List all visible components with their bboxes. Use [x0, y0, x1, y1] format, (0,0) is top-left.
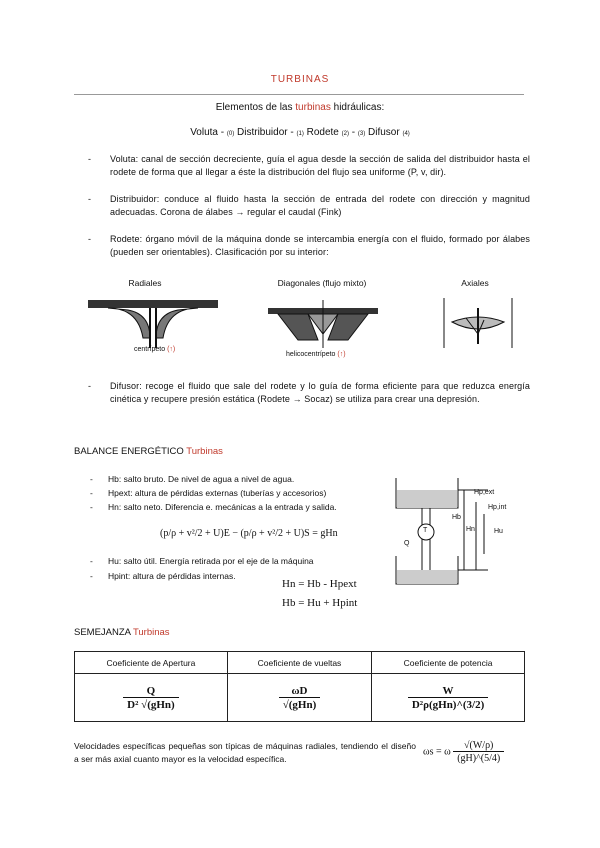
semejanza-heading: [74, 627, 170, 638]
bullet-mark: -: [90, 488, 93, 498]
diagonal-rotor-figure: [268, 300, 378, 348]
label-helicocentripeto: [286, 351, 346, 358]
semejanza-heading-red: Turbinas: [132, 627, 170, 638]
header-potencia: Coeficiente de potencia: [372, 652, 525, 674]
bullet-mark: -: [90, 571, 93, 581]
bullet-mark: -: [90, 556, 93, 566]
balance-item-hu: Hu: salto útil. Energía retirada por el eje de la máquina: [108, 556, 314, 566]
equation-net-head: (p/ρ + v²/2 + U)E − (p/ρ + v²/2 + U)S = gHn: [160, 528, 338, 539]
formula-apertura-num: Q: [146, 684, 156, 697]
formula-potencia-num: W: [442, 684, 454, 697]
balance-item-hpext: Hpext: altura de pérdidas externas (tuberías y accesorios): [108, 488, 327, 498]
helicocentripeto-mark: (↑): [337, 351, 346, 358]
specific-speed-fraction: [453, 740, 504, 764]
bullet-difusor: Difusor: recoge el fluido que sale del rodete y lo guía de forma eficiente para que reduzca energía cinética y recupere presión estática (Rodete → Socaz) se utiliza para crear una depresión.: [110, 381, 530, 404]
label-radiales: Radiales: [128, 278, 162, 288]
part-num: (0): [226, 131, 235, 137]
formula-potencia: [408, 685, 488, 711]
bullet-rodete: Rodete: órgano móvil de la máquina donde se intercambia energía con el fluido, formado por álabes (pueden ser orientables). Clasificación por su interior:: [110, 234, 530, 257]
bullet-mark: -: [90, 474, 93, 484]
cell-apertura: [75, 674, 228, 722]
header-vueltas: Coeficiente de vueltas: [227, 652, 371, 674]
subtitle-post: hidráulicas:: [330, 102, 385, 113]
equation-hb: Hb = Hu + Hpint: [282, 597, 358, 609]
part-difusor: Difusor: [365, 127, 403, 138]
equation-hn: Hn = Hb - Hpext: [282, 578, 357, 590]
part-num: (2): [341, 131, 349, 137]
formula-apertura-den: D² √(gHn): [123, 697, 179, 711]
specific-speed-num: √(W/ρ): [464, 740, 494, 751]
diag-hpext: Hp,ext: [474, 489, 495, 496]
balance-item-hb: Hb: salto bruto. De nivel de agua a nivel de agua.: [108, 474, 295, 484]
part-distribuidor: Distribuidor -: [234, 127, 297, 138]
diag-q: Q: [404, 540, 410, 547]
specific-speed-den: (gH)^(5/4): [453, 751, 504, 764]
balance-heading: [74, 446, 223, 457]
label-axiales: Axiales: [461, 278, 489, 288]
subtitle-highlight: turbinas: [295, 102, 331, 113]
page-title: TURBINAS: [270, 74, 330, 85]
centripeto-mark: (↑): [167, 346, 176, 353]
label-diagonales: Diagonales (flujo mixto): [277, 278, 367, 288]
diag-t: T: [423, 527, 428, 534]
radial-rotor-figure: [88, 298, 218, 350]
label-centripeto: [134, 346, 175, 353]
formula-potencia-den: D²ρ(gHn)^(3/2): [408, 697, 488, 711]
axial-rotor-figure: [438, 298, 518, 348]
cell-potencia: [372, 674, 525, 722]
title-divider: [74, 94, 524, 95]
bullet-mark: -: [88, 154, 91, 164]
specific-speed-text: Velocidades específicas pequeñas son típicas de máquinas radiales, tendiendo el diseño a ser más axial cuanto mayor es la velocidad específica.: [74, 741, 416, 764]
diag-hn: Hn: [466, 526, 475, 533]
formula-vueltas: [279, 685, 321, 711]
diag-hu: Hu: [494, 528, 503, 535]
formula-vueltas-num: ωD: [291, 684, 308, 697]
balance-heading-text: BALANCE ENERGÉTICO: [74, 446, 187, 457]
bullet-voluta: Voluta: canal de sección decreciente, guía el agua desde la sección de salida del distribuidor hasta el rodete de forma que al llegar a éste la distribución del flujo sea uniforme (P, v, dir).: [110, 154, 530, 177]
part-num: (4): [402, 131, 410, 137]
bullet-mark: -: [88, 234, 91, 244]
similarity-table: [74, 651, 525, 722]
diag-hb: Hb: [452, 514, 461, 521]
formula-apertura: [123, 685, 179, 711]
part-rodete: Rodete: [303, 127, 342, 138]
diag-hpint: Hp,int: [488, 504, 507, 511]
part-voluta: Voluta -: [190, 127, 227, 138]
specific-speed-lhs: ωs = ω: [423, 746, 451, 758]
formula-vueltas-den: √(gHn): [279, 697, 321, 711]
bullet-mark: -: [90, 502, 93, 512]
specific-speed-formula: [423, 740, 504, 764]
part-num: (1): [296, 131, 304, 137]
cell-vueltas: [227, 674, 371, 722]
semejanza-heading-text: SEMEJANZA: [74, 627, 133, 638]
header-apertura: Coeficiente de Apertura: [75, 652, 228, 674]
helicocentripeto-text: helicocentrípeto: [286, 351, 336, 358]
bullet-mark: -: [88, 194, 91, 204]
subtitle: [0, 102, 600, 113]
part-num: (3): [357, 131, 366, 137]
part-sep: -: [348, 127, 358, 138]
balance-item-hpint: Hpint: altura de pérdidas internas.: [108, 571, 236, 581]
balance-heading-red: Turbinas: [186, 446, 223, 457]
balance-item-hn: Hn: salto neto. Diferencia e. mecánicas a la entrada y salida.: [108, 502, 337, 512]
turbine-parts: [0, 127, 600, 138]
bullet-distribuidor: Distribuidor: conduce al fluido hasta la sección de entrada del rodete con dirección y magnitud adecuadas. Corona de álabes → regular el caudal (Fink): [110, 194, 530, 217]
bullet-mark: -: [88, 381, 91, 391]
centripeto-text: centrípeto: [134, 346, 166, 353]
subtitle-pre: Elementos de las: [215, 102, 296, 113]
